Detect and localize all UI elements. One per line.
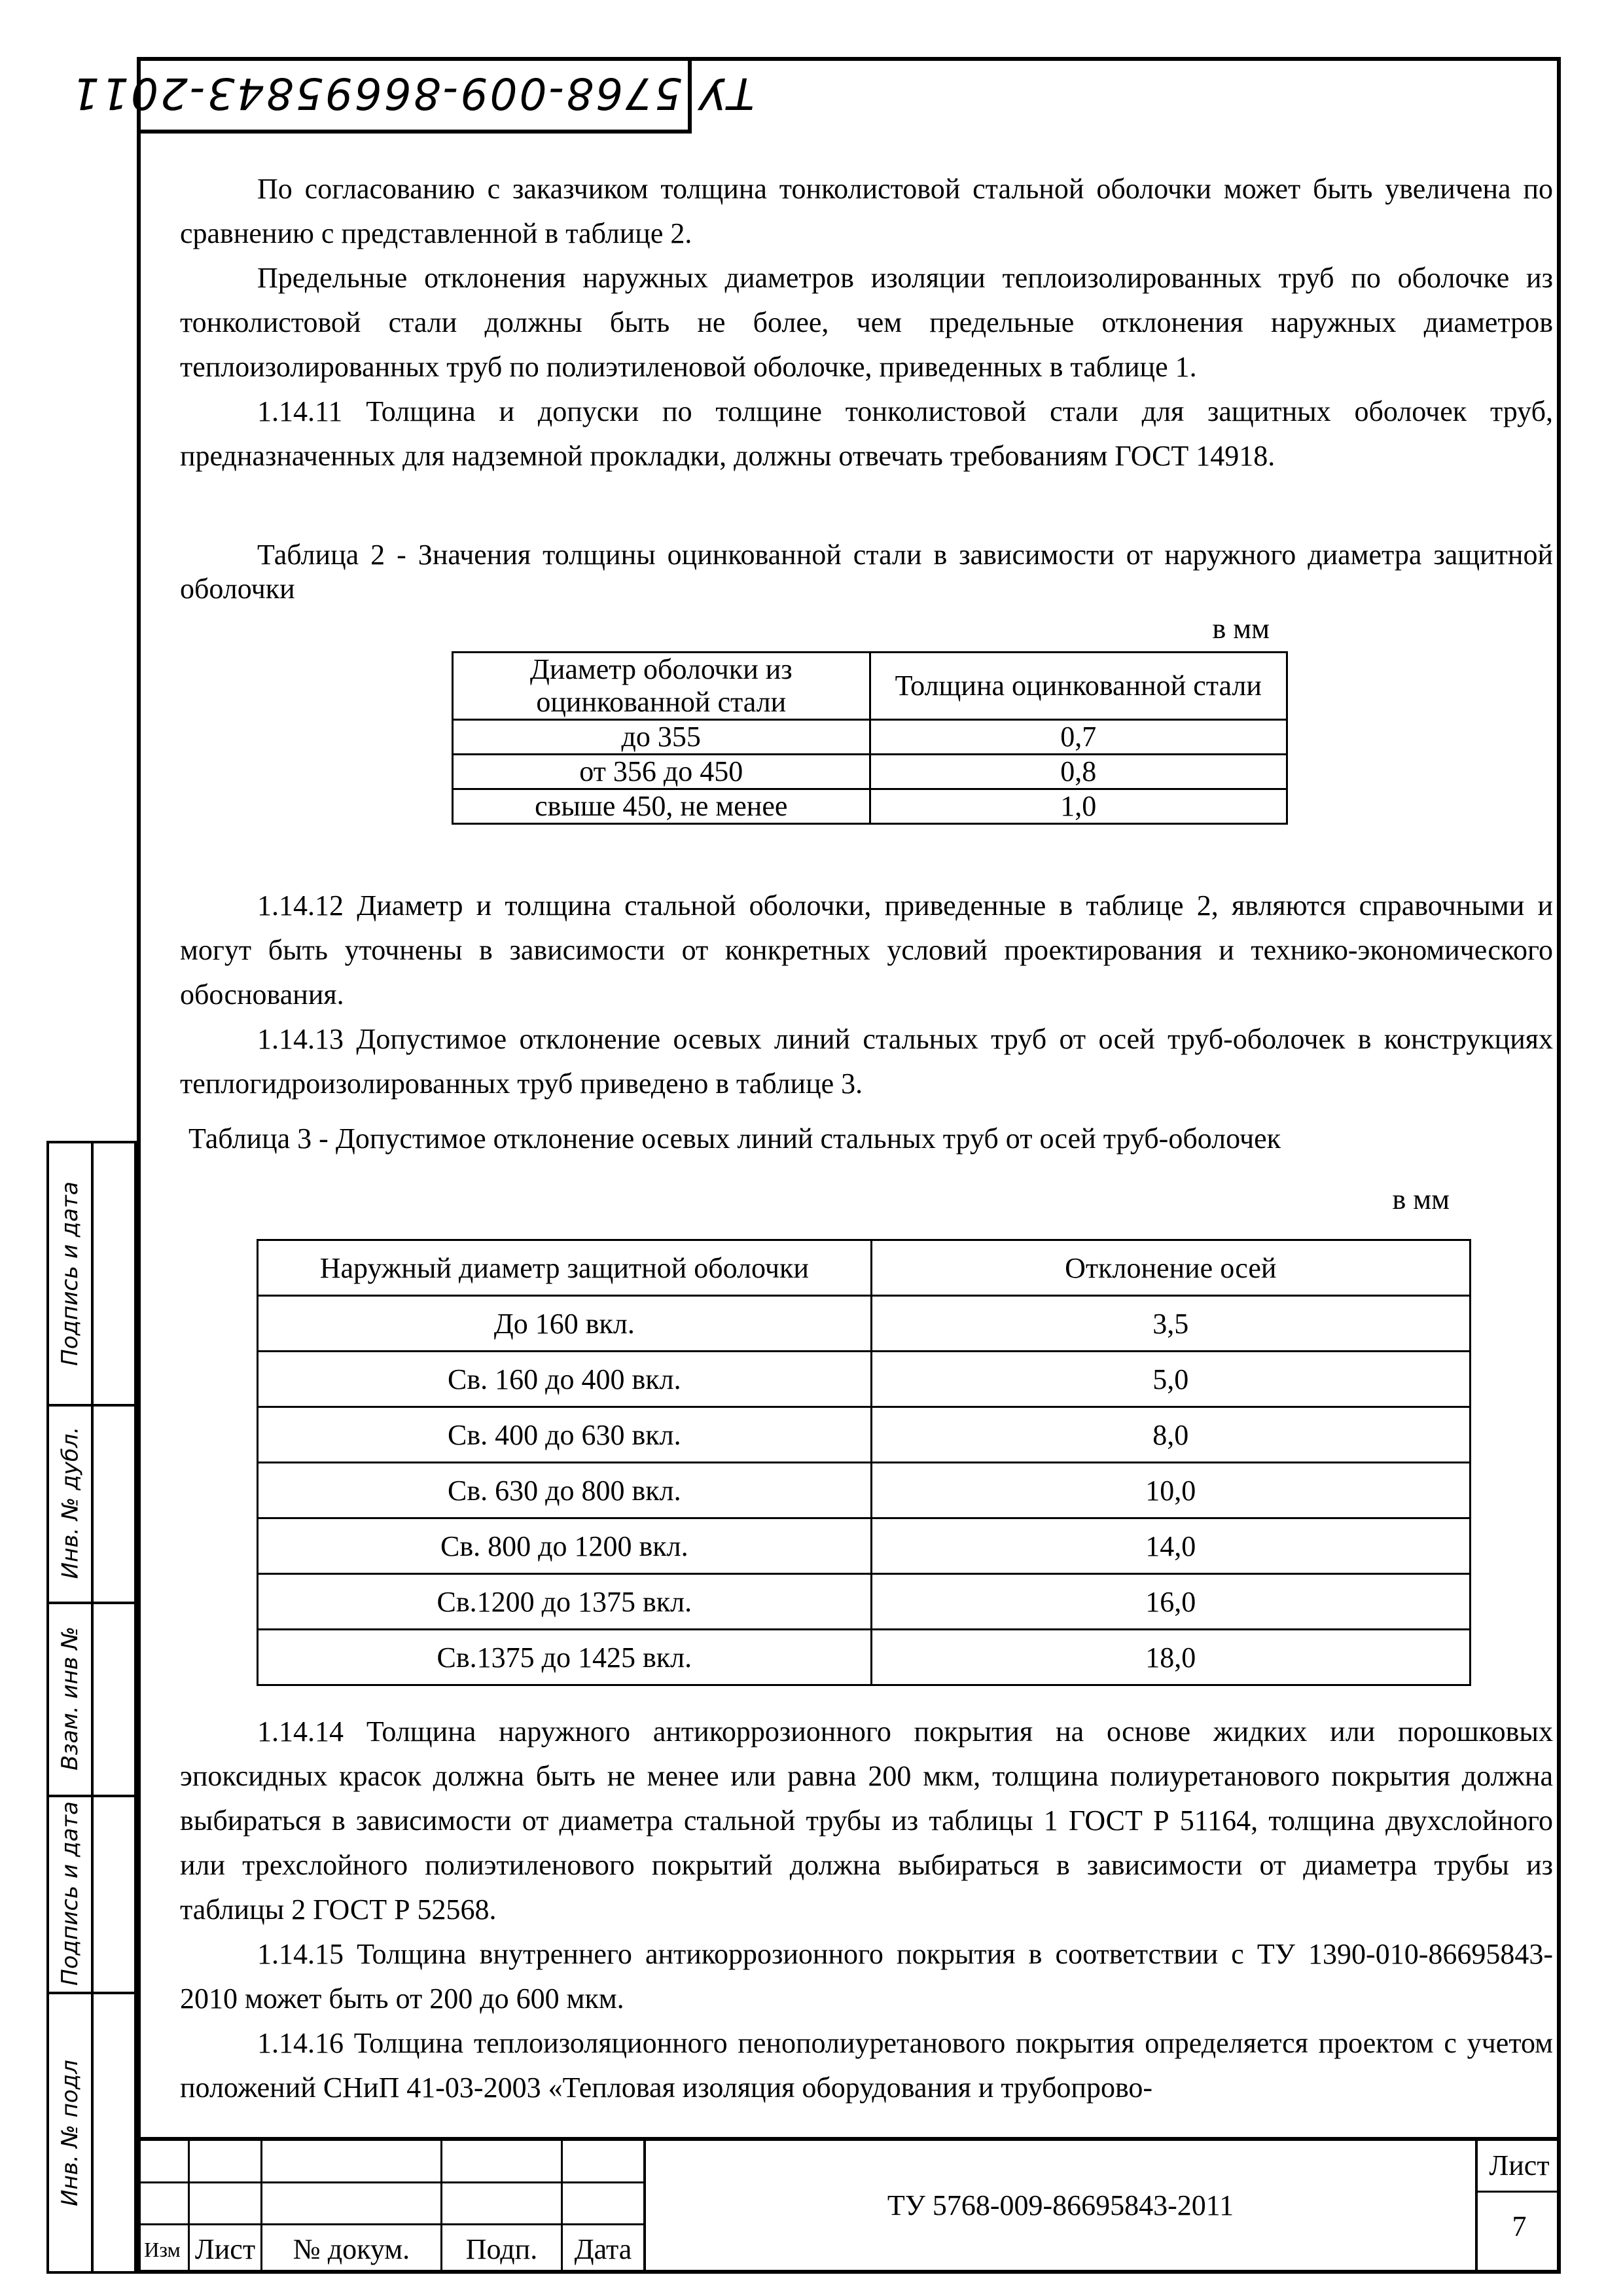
table3-caption: Таблица 3 - Допустимое отклонение осевых линий стальных труб от осей труб-оболочек	[188, 1122, 1281, 1155]
table-cell: Св. 800 до 1200 вкл.	[258, 1518, 872, 1574]
table-cell: 1,0	[870, 789, 1287, 824]
table-row	[453, 720, 1287, 755]
table-cell: 18,0	[871, 1630, 1470, 1685]
table-row	[258, 1296, 1471, 1352]
table-cell: 8,0	[871, 1407, 1470, 1463]
paragraph-1-14-16: 1.14.16 Толщина теплоизоляционного пенополиуретанового покрытия определяется проектом с учетом положений СНиП 41-03-2003 «Тепловая изоляция оборудования и трубопрово-	[180, 2027, 1553, 2104]
table-header-cell: Толщина оцинкованной стали	[870, 653, 1287, 720]
table2-caption: Таблица 2 - Значения толщины оцинкованной стали в зависимости от наружного диаметра защитной оболочки	[180, 539, 1553, 605]
page-body	[180, 167, 1553, 478]
table-row	[258, 1407, 1471, 1463]
side-label: Подпись и дата	[57, 1801, 84, 1986]
inverted-document-code: ТУ 5768-009-86695843-2011	[70, 68, 755, 118]
paragraph-1-14-15: 1.14.15 Толщина внутреннего антикоррозионного покрытия в соответствии с ТУ 1390-010-86695843-2010 может быть от 200 до 600 мкм.	[180, 1938, 1553, 2015]
page-body-2	[180, 884, 1553, 1106]
table-header-cell: Наружный диаметр защитной оболочки	[258, 1240, 872, 1296]
side-label: Взам. инв №	[57, 1626, 84, 1770]
izm-label: Изм	[144, 2238, 181, 2261]
table-header-cell: Отклонение осей	[871, 1240, 1470, 1296]
table-header-row	[453, 653, 1287, 720]
table2-caption-block	[180, 538, 1553, 606]
table-row	[258, 1518, 1471, 1574]
document-code: ТУ 5768-009-86695843-2011	[887, 2189, 1234, 2221]
page-body-3	[180, 1710, 1553, 2110]
side-label: Подпись и дата	[57, 1181, 84, 1366]
sheet-label: Лист	[1489, 2149, 1550, 2181]
date-label: Дата	[574, 2233, 632, 2265]
paragraph-1-14-13: 1.14.13 Допустимое отклонение осевых линий стальных труб от осей труб-оболочек в конструкциях теплогидроизолированных труб приведено в таблице 3.	[180, 1023, 1553, 1100]
title-block-row-line	[137, 2223, 643, 2225]
inverted-header-box	[70, 57, 755, 134]
title-block-row-line	[137, 2181, 643, 2183]
paragraph-1-14-11: 1.14.11 Толщина и допуски по толщине тонколистовой стали для защитных оболочек труб, предназначенных для надземной прокладки, должны отвечать требованиям ГОСТ 14918.	[180, 395, 1553, 472]
table-cell: До 160 вкл.	[258, 1296, 872, 1352]
table-cell: 14,0	[871, 1518, 1470, 1574]
side-label: Инв. № подл	[57, 2059, 84, 2206]
table-row	[258, 1630, 1471, 1685]
table-row	[258, 1574, 1471, 1630]
table-cell: Св. 630 до 800 вкл.	[258, 1463, 872, 1518]
table-header-row	[258, 1240, 1471, 1296]
table-cell: 10,0	[871, 1463, 1470, 1518]
table-row	[258, 1463, 1471, 1518]
paragraph: По согласованию с заказчиком толщина тонколистовой стальной оболочки может быть увеличена по сравнению с представленной в таблице 2.	[180, 173, 1553, 249]
table-3	[257, 1239, 1471, 1686]
sheet-number: 7	[1512, 2210, 1527, 2242]
table2-unit: в мм	[1212, 613, 1270, 645]
table-cell: до 355	[453, 720, 870, 755]
table-2	[452, 651, 1288, 825]
paragraph-1-14-12: 1.14.12 Диаметр и толщина стальной оболочки, приведенные в таблице 2, являются справочными и могут быть уточнены в зависимости от конкретных условий проектирования и технико-экономического обоснования.	[180, 889, 1553, 1011]
paragraph: Предельные отклонения наружных диаметров изоляции теплоизолированных труб по оболочке из тонколистовой стали должны быть не более, чем предельные отклонения наружных диаметров теплоизолированных труб по полиэтиленовой оболочке, приведенных в таблице 1.	[180, 262, 1553, 383]
table-row	[453, 755, 1287, 789]
paragraph-1-14-14: 1.14.14 Толщина наружного антикоррозионного покрытия на основе жидких или порошковых эпоксидных красок должна быть не менее или равна 200 мкм, толщина полиуретанового покрытия должна выбираться в зависимости от диаметра стальной трубы из таблицы 1 ГОСТ Р 51164, толщина двухслойного или трехслойного полиэтиленового покрытий должна выбираться в зависимости от диаметра трубы из таблицы 2 ГОСТ Р 52568.	[180, 1715, 1553, 1926]
signature-label: Подп.	[465, 2233, 538, 2265]
side-label: Инв. № дубл.	[57, 1426, 83, 1579]
table-header-cell: Диаметр оболочки из оцинкованной стали	[453, 653, 870, 720]
side-column-divider	[91, 1143, 94, 2271]
table-cell: Св. 160 до 400 вкл.	[258, 1352, 872, 1407]
side-stamp-column	[46, 1141, 137, 2274]
table-cell: Св.1375 до 1425 вкл.	[258, 1630, 872, 1685]
table-cell: Св. 400 до 630 вкл.	[258, 1407, 872, 1463]
table-row	[453, 789, 1287, 824]
table-cell: свыше 450, не менее	[453, 789, 870, 824]
table-cell: 16,0	[871, 1574, 1470, 1630]
doc-number-label: № докум.	[293, 2233, 410, 2265]
table-cell: 3,5	[871, 1296, 1470, 1352]
table-cell: 5,0	[871, 1352, 1470, 1407]
sheet-cell-line	[1475, 2191, 1561, 2193]
table-cell: 0,7	[870, 720, 1287, 755]
table-cell: от 356 до 450	[453, 755, 870, 789]
table3-unit: в мм	[1392, 1183, 1450, 1215]
table-row	[258, 1352, 1471, 1407]
table-cell: 0,8	[870, 755, 1287, 789]
table-cell: Св.1200 до 1375 вкл.	[258, 1574, 872, 1630]
title-block	[137, 2137, 1561, 2274]
list-label: Лист	[194, 2233, 256, 2265]
